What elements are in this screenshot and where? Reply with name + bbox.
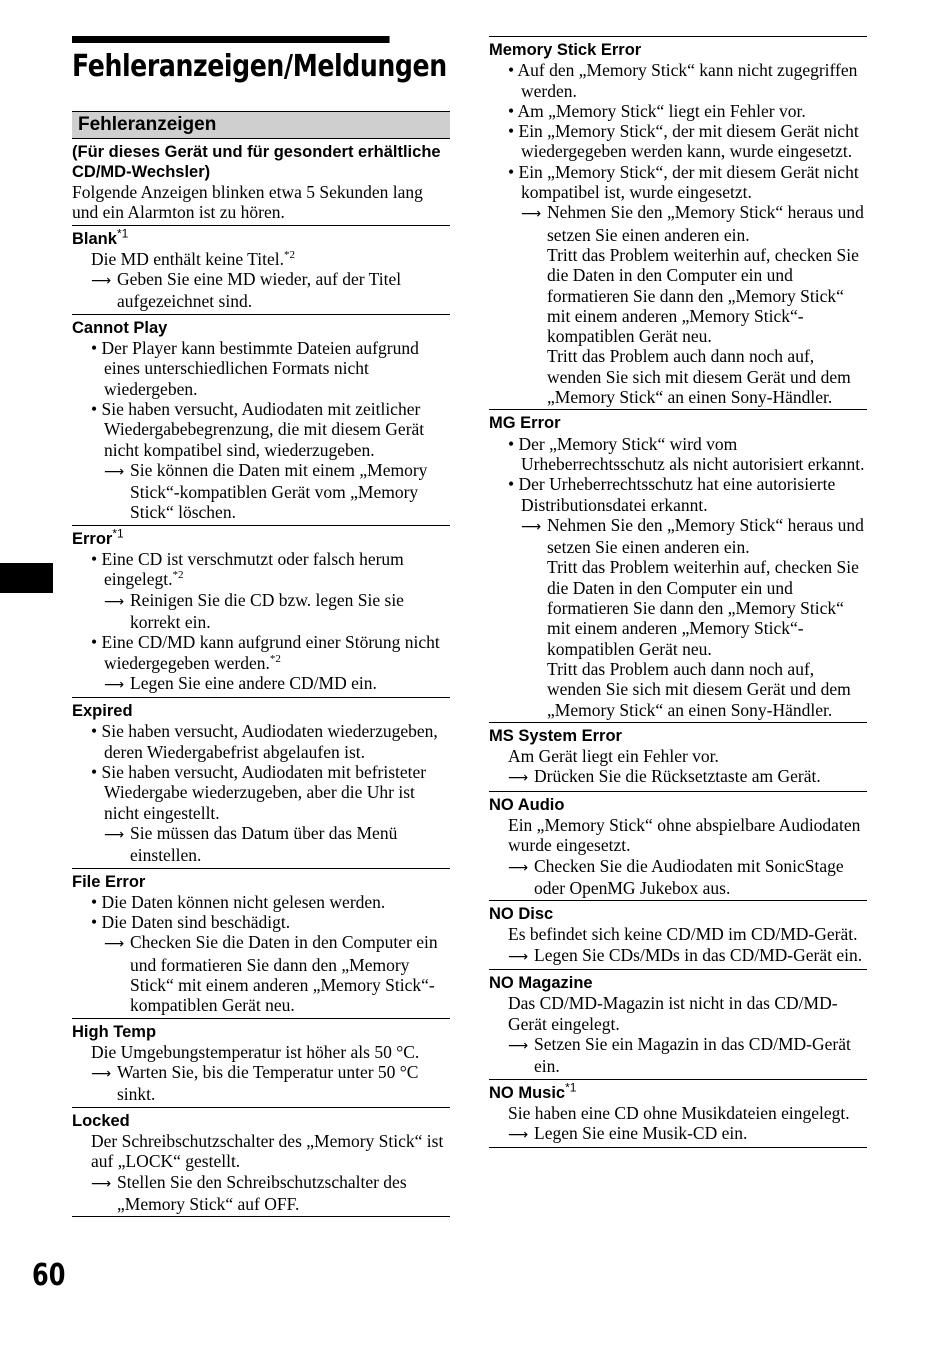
entry-mg-error xyxy=(489,410,867,722)
entry-line: ⟶ Nehmen Sie den „Memory Stick“ heraus und setzen Sie einen anderen ein. xyxy=(521,514,864,558)
entry-line: Tritt das Problem weiterhin auf, checken Sie die Daten in den Computer ein und formatieren Sie dann den „Memory Stick“ mit einem anderen „Memory Stick“-kompatiblen Gerät neu. xyxy=(547,244,859,347)
page-number: 60 xyxy=(32,1258,66,1293)
entry-line: • Eine CD ist verschmutzt oder falsch herum eingelegt.$^{*2}$ xyxy=(91,549,404,590)
entry-line: Es befindet sich keine CD/MD im CD/MD-Gerät. xyxy=(508,924,858,945)
entry-title: Error$^{*1}$ xyxy=(72,526,124,548)
footnote-marker: *2 xyxy=(172,569,184,582)
entry-title: MS System Error xyxy=(489,726,622,745)
entry-title: MG Error xyxy=(489,414,561,433)
entry-line: Tritt das Problem auch dann noch auf, wenden Sie sich mit diesem Gerät und dem „Memory Stick“ an einen Sony-Händler. xyxy=(547,346,851,408)
arrow-right-icon: ⟶ xyxy=(508,770,529,787)
entry-title: Memory Stick Error xyxy=(489,41,642,59)
footnote-marker: *1 xyxy=(565,1080,577,1095)
arrow-right-icon: ⟶ xyxy=(104,593,125,610)
entry-title: High Temp xyxy=(72,1022,157,1041)
footnote-marker: *2 xyxy=(269,652,281,665)
entry-line: ⟶ Sie müssen das Datum über das Menü einstellen. xyxy=(104,822,398,866)
arrow-right-icon: ⟶ xyxy=(508,1127,529,1144)
entry-line: • Der Player kann bestimmte Dateien aufgrund eines unterschiedlichen Formats nicht wiedergeben. xyxy=(91,338,419,399)
arrow-right-icon: ⟶ xyxy=(521,206,542,223)
entry-line: • Ein „Memory Stick“, der mit diesem Gerät nicht wiedergegeben werden kann, wurde eingesetzt. xyxy=(508,121,859,162)
entry-cannot-play xyxy=(72,315,450,526)
left-column xyxy=(72,36,450,1217)
arrow-right-icon: ⟶ xyxy=(508,1037,529,1054)
entry-high-temp xyxy=(72,1019,450,1108)
entry-error xyxy=(72,526,450,698)
entry-line: Der Schreibschutzschalter des „Memory Stick“ ist auf „LOCK“ gestellt. xyxy=(91,1131,444,1172)
arrow-right-icon: ⟶ xyxy=(508,948,529,965)
entry-line: ⟶ Legen Sie CDs/MDs in das CD/MD-Gerät ein. xyxy=(489,945,867,967)
entry-line: • Ein „Memory Stick“, der mit diesem Gerät nicht kompatibel ist, wurde eingesetzt. xyxy=(508,161,859,203)
footnote-marker: *2 xyxy=(283,249,295,262)
arrow-right-icon: ⟶ xyxy=(104,826,125,843)
entry-line: Ein „Memory Stick“ ohne abspielbare Audiodaten wurde eingesetzt. xyxy=(508,814,861,856)
entry-file-error xyxy=(72,869,450,1019)
arrow-right-icon: ⟶ xyxy=(104,676,125,693)
entry-line: ⟶ Legen Sie eine Musik-CD ein. xyxy=(489,1123,867,1145)
entry-no-magazine xyxy=(489,970,867,1079)
entry-line: aufgezeichnet sind. xyxy=(117,291,253,312)
entry-line: • Auf den „Memory Stick“ kann nicht zugegriffen werden. xyxy=(508,60,858,101)
entry-line: • Am „Memory Stick“ liegt ein Fehler vor. xyxy=(508,100,806,121)
entry-title: File Error xyxy=(72,872,146,891)
subheading: (Für dieses Gerät und für gesondert erhältliche CD/MD-Wechsler) xyxy=(72,143,441,181)
entry-line: • Die Daten können nicht gelesen werden. xyxy=(91,891,386,912)
entry-line: ⟶ Reinigen Sie die CD bzw. legen Sie sie korrekt ein. xyxy=(104,589,404,632)
entry-line: Tritt das Problem auch dann noch auf, wenden Sie sich mit diesem Gerät und dem „Memory Stick“ an einen Sony-Händler. xyxy=(547,658,851,720)
entry-memory-stick-error xyxy=(489,37,867,410)
entry-title: NO Audio xyxy=(489,795,565,814)
right-entry-list xyxy=(489,37,867,1148)
entry-no-music xyxy=(489,1080,867,1149)
intro-block xyxy=(72,142,450,226)
entry-line: Das CD/MD-Magazin ist nicht in das CD/MD-Gerät eingelegt. xyxy=(508,993,838,1034)
intro-text: Folgende Anzeigen blinken etwa 5 Sekunden lang und ein Alarmton ist zu hören. xyxy=(72,182,423,223)
right-column xyxy=(489,36,867,1148)
entry-line: Sie haben eine CD ohne Musikdateien eingelegt. xyxy=(508,1102,850,1123)
entry-title: Locked xyxy=(72,1111,130,1130)
entry-line: ⟶ Setzen Sie ein Magazin in das CD/MD-Gerät ein. xyxy=(508,1033,851,1077)
entry-no-audio xyxy=(489,792,867,901)
entry-line: ⟶ Sie können die Daten mit einem „Memory Stick“-kompatiblen Gerät vom „Memory Stick“ löschen. xyxy=(104,459,428,523)
footnote-marker: *1 xyxy=(116,226,129,241)
arrow-right-icon: ⟶ xyxy=(91,1066,112,1083)
arrow-right-icon: ⟶ xyxy=(104,936,125,953)
entry-line: • Der „Memory Stick“ wird vom Urheberrechtsschutz als nicht autorisiert erkannt. xyxy=(508,433,865,474)
entry-line: ⟶ Stellen Sie den Schreibschutzschalter des „Memory Stick“ auf OFF. xyxy=(91,1171,407,1214)
entry-line: ⟶ Checken Sie die Daten in den Computer ein und formatieren Sie dann den „Memory Stick“ mit einem anderen „Memory Stick“-kompatiblen Gerät neu. xyxy=(104,932,438,1016)
arrow-right-icon: ⟶ xyxy=(521,518,542,535)
entry-line: • Sie haben versucht, Audiodaten mit zeitlicher Wiedergabebegrenzung, die mit diesem Gerät nicht kompatibel sind, wiederzugeben. xyxy=(91,398,425,460)
section-tab-marker xyxy=(0,563,53,593)
entry-line: • Die Daten sind beschädigt. xyxy=(91,912,291,933)
arrow-right-icon: ⟶ xyxy=(104,463,125,480)
entry-line: Tritt das Problem weiterhin auf, checken Sie die Daten in den Computer ein und formatieren Sie dann den „Memory Stick“ mit einem anderen „Memory Stick“-kompatiblen Gerät neu. xyxy=(547,557,859,659)
arrow-right-icon: ⟶ xyxy=(508,859,529,876)
entry-title: NO Music$^{*1}$ xyxy=(489,1080,577,1102)
entry-line: • Eine CD/MD kann aufgrund einer Störung nicht wiedergegeben werden.$^{*2}$ xyxy=(91,632,440,673)
entry-line: Am Gerät liegt ein Fehler vor. xyxy=(508,746,719,767)
entry-title: Blank$^{*1}$ xyxy=(72,226,129,248)
entry-title: Cannot Play xyxy=(72,318,168,337)
entry-line: • Sie haben versucht, Audiodaten wiederzugeben, deren Wiedergabefrist abgelaufen ist. xyxy=(91,721,438,762)
entry-line: Die Umgebungstemperatur ist höher als 50 °C. xyxy=(91,1041,420,1062)
entry-locked xyxy=(72,1108,450,1217)
arrow-right-icon: ⟶ xyxy=(91,1175,112,1192)
entry-line: Die MD enthält keine Titel.$^{*2}$ xyxy=(91,248,295,269)
arrow-right-icon: ⟶ xyxy=(91,273,112,290)
entry-line: ⟶ Warten Sie, bis die Temperatur unter 50 °C sinkt. xyxy=(91,1062,419,1105)
section-title: Fehleranzeigen xyxy=(72,111,450,139)
entry-line: ⟶ Nehmen Sie den „Memory Stick“ heraus und setzen Sie einen anderen ein. xyxy=(521,202,864,245)
entry-line: ⟶ Geben Sie eine MD wieder, auf der Titel xyxy=(72,269,450,291)
page-title: Fehleranzeigen/Meldungen xyxy=(72,36,390,87)
left-entry-list xyxy=(72,226,450,1218)
entry-no-disc xyxy=(489,901,867,970)
entry-title: NO Magazine xyxy=(489,974,593,993)
entry-blank xyxy=(72,226,450,315)
entry-line: ⟶ Drücken Sie die Rücksetztaste am Gerät. xyxy=(489,766,867,788)
entry-expired xyxy=(72,698,450,868)
entry-title: Expired xyxy=(72,702,133,721)
footnote-marker: *1 xyxy=(112,526,124,541)
entry-line: ⟶ Checken Sie die Audiodaten mit SonicStage oder OpenMG Jukebox aus. xyxy=(508,855,844,898)
entry-line: • Der Urheberrechtsschutz hat eine autorisierte Distributionsdatei erkannt. xyxy=(508,474,836,515)
entry-ms-system-error xyxy=(489,723,867,792)
entry-line: • Sie haben versucht, Audiodaten mit befristeter Wiedergabe wiederzugeben, aber die Uhr ist nicht eingestellt. xyxy=(91,762,427,823)
entry-line: ⟶ Legen Sie eine andere CD/MD ein. xyxy=(72,673,450,695)
entry-title: NO Disc xyxy=(489,905,554,924)
